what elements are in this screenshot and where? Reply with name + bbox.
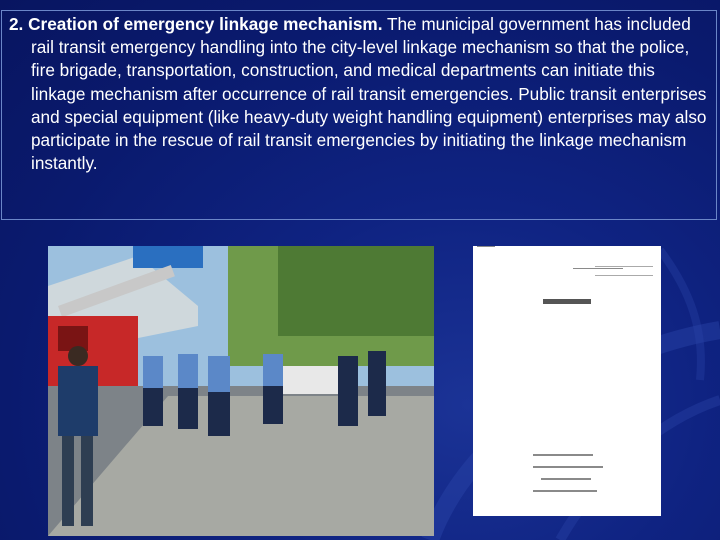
document-title-mark [543,299,591,304]
paragraph-text: The municipal government has included rail transit emergency handling into the city-level linkage mechanism so that the police, fire brigade, transportation, construction, and medical departments can initiate this linkage mechanism after occurrence of rail transit emergencies. Public transit enterprises and special equipment (like heavy-duty weight handling equipment) enterprises may also participate in the rescue of rail transit emergencies by initiating the linkage mechanism instantly. [31,14,707,174]
text-box [1,10,717,220]
rescue-drill-photo [48,246,434,536]
emergency-agreement-document [473,246,661,516]
paragraph-heading: 2. Creation of emergency linkage mechanism. [9,14,383,34]
body-paragraph [9,13,708,175]
